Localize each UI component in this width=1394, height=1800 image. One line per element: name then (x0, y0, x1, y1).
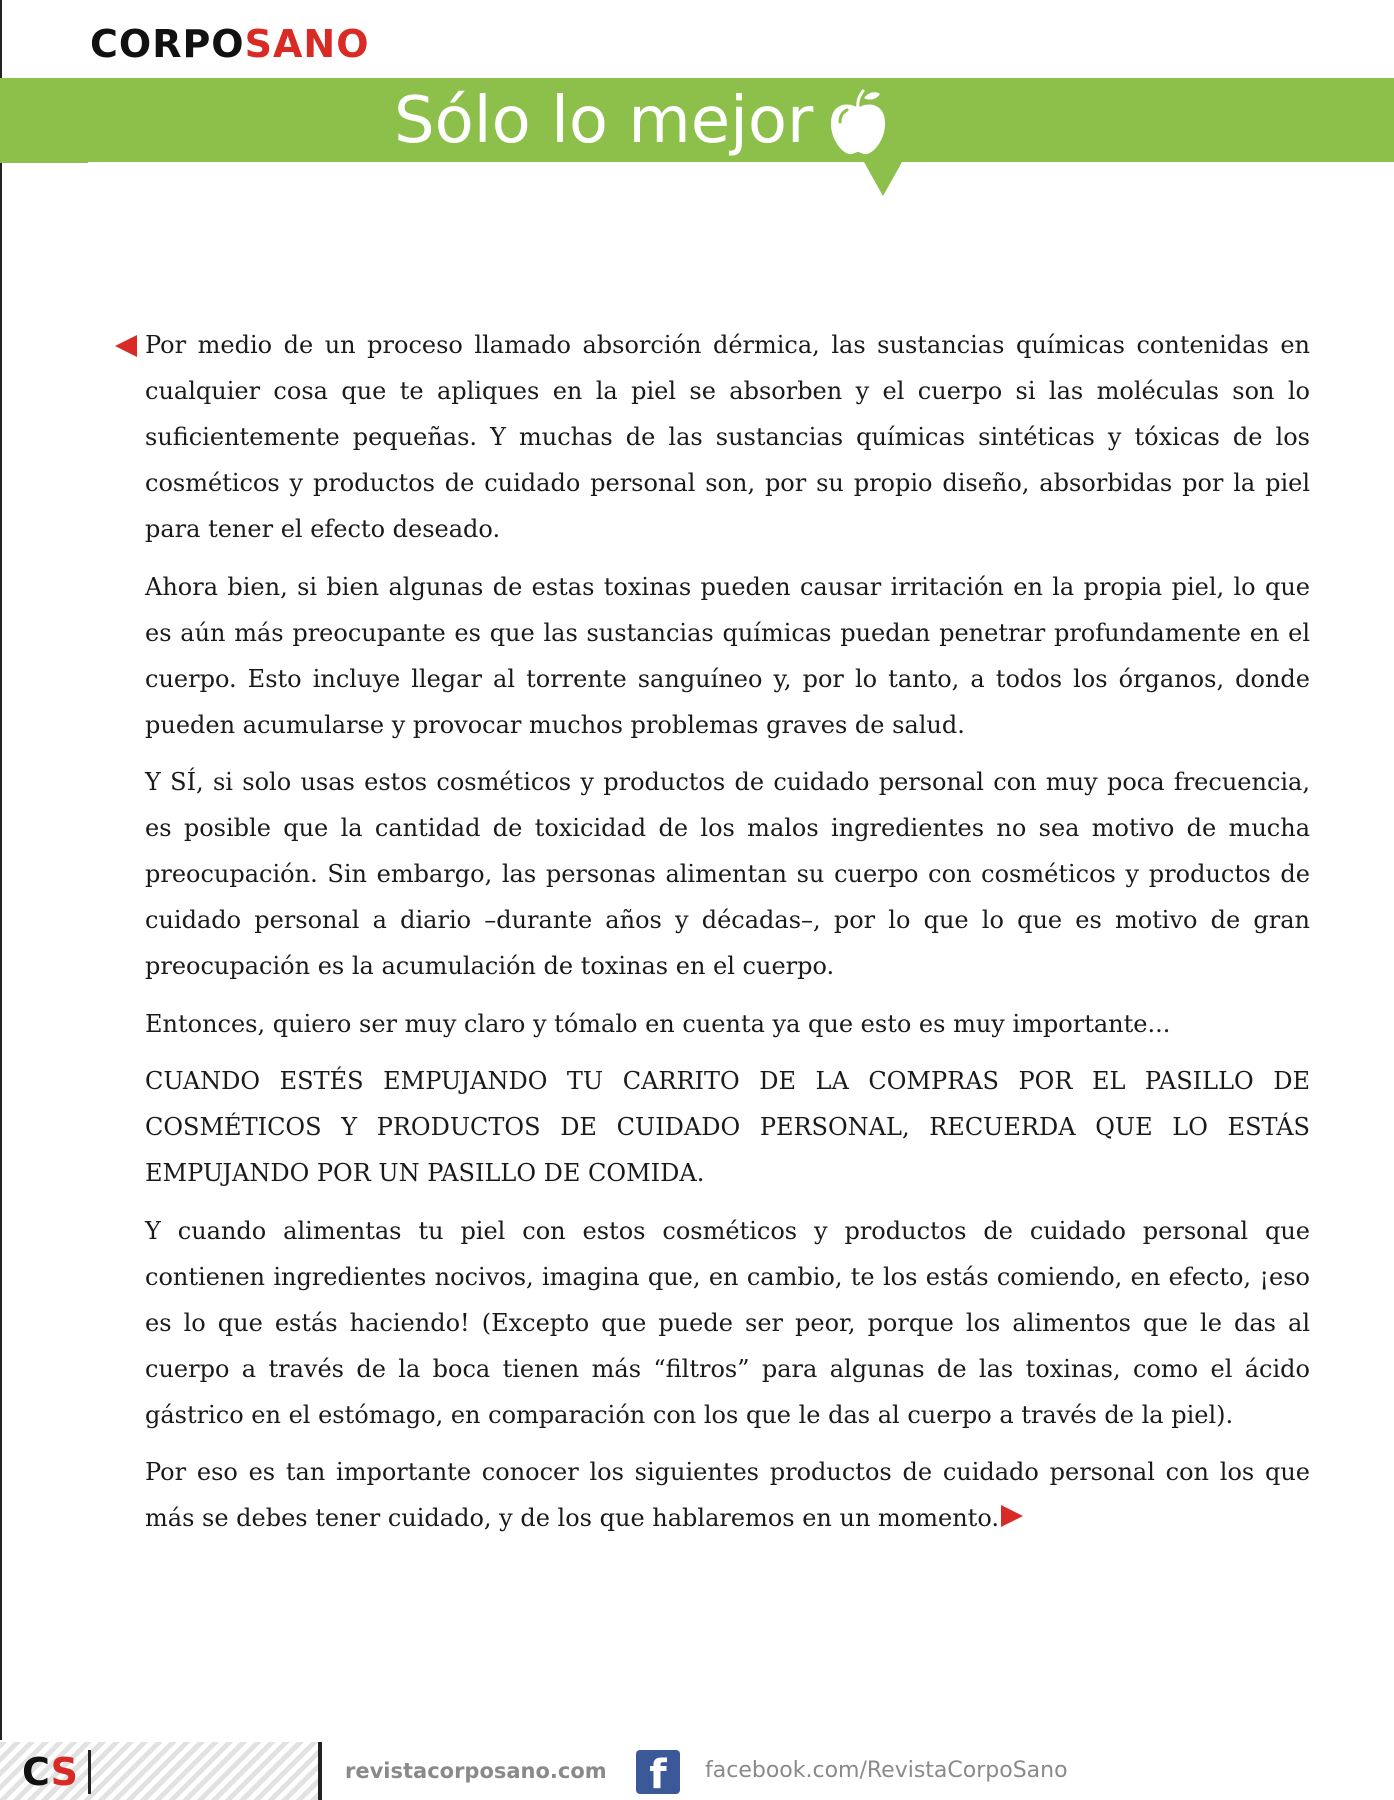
section-title: Sólo lo mejor (394, 84, 814, 158)
footer-divider (88, 1750, 91, 1794)
corposano-logo (90, 22, 370, 66)
article-body (145, 322, 1310, 1553)
start-arrow-icon (115, 335, 137, 357)
footer-cs-s: S (50, 1750, 78, 1794)
left-margin-rule (0, 0, 2, 1740)
logo-part-sano: SANO (244, 22, 370, 66)
footer-divider (318, 1742, 322, 1800)
facebook-icon[interactable]: f (636, 1750, 680, 1794)
end-arrow-icon (1001, 1505, 1023, 1527)
banner-notch (0, 160, 88, 163)
paragraph-7 (145, 1449, 1310, 1541)
paragraph-4: Entonces, quiero ser muy claro y tómalo en cuenta ya que esto es muy importante... (145, 1009, 1171, 1038)
website-link[interactable]: revistacorposano.com (345, 1759, 607, 1783)
footer-cs-c: C (22, 1750, 51, 1794)
logo-part-corpo: CORPO (90, 22, 245, 66)
apple-icon (826, 88, 890, 158)
paragraph-5: CUANDO ESTÉS EMPUJANDO TU CARRITO DE LA COMPRAS POR EL PASILLO DE COSMÉTICOS Y PRODUCTOS DE CUIDADO PERSONAL, RECUERDA QUE LO ESTÁS EMPUJANDO POR UN PASILLO DE COMIDA. (145, 1067, 1310, 1187)
paragraph-2: Ahora bien, si bien algunas de estas toxinas pueden causar irritación en la propia piel, lo que es aún más preocupante es que las sustancias químicas puedan penetrar profundamente en el cuerpo. Esto incluye llegar al torrente sanguíneo y, por lo tanto, a todos los órganos, donde pueden acumularse y provocar muchos problemas graves de salud. (145, 572, 1310, 739)
paragraph-6: Y cuando alimentas tu piel con estos cosméticos y productos de cuidado personal que contienen ingredientes nocivos, imagina que, en cambio, te los estás comiendo, en efecto, ¡eso es lo que estás haciendo! (Excepto que puede ser peor, porque los alimentos que le das al cuerpo a través de la boca tienen más “filtros” para algunas de las toxinas, como el ácido gástrico en el estómago, en comparación con los que le das al cuerpo a través de la piel). (145, 1216, 1310, 1429)
paragraph-3: Y SÍ, si solo usas estos cosméticos y productos de cuidado personal con muy poca frecuencia, es posible que la cantidad de toxicidad de los malos ingredientes no sea motivo de mucha preocupación. Sin embargo, las personas alimentan su cuerpo con cosméticos y productos de cuidado personal a diario –durante años y décadas–, por lo que lo que es motivo de gran preocupación es la acumulación de toxinas en el cuerpo. (145, 768, 1310, 980)
banner-pointer (864, 162, 902, 196)
paragraph-1: Por medio de un proceso llamado absorción dérmica, las sustancias químicas contenidas en cualquier cosa que te apliques en la piel se absorben y el cuerpo si las moléculas son lo suficientemente pequeñas. Y muchas de las sustancias químicas sintéticas y tóxicas de los cosméticos y productos de cuidado personal son, por su propio diseño, absorbidas por la piel para tener el efecto deseado. (145, 331, 1310, 543)
footer-cs-logo (22, 1750, 78, 1794)
facebook-link[interactable]: facebook.com/RevistaCorpoSano (705, 1758, 1068, 1783)
paragraph-7-text: Por eso es tan importante conocer los siguientes productos de cuidado personal con los que más se debes tener cuidado, y de los que hablaremos en un momento. (145, 1458, 1310, 1532)
